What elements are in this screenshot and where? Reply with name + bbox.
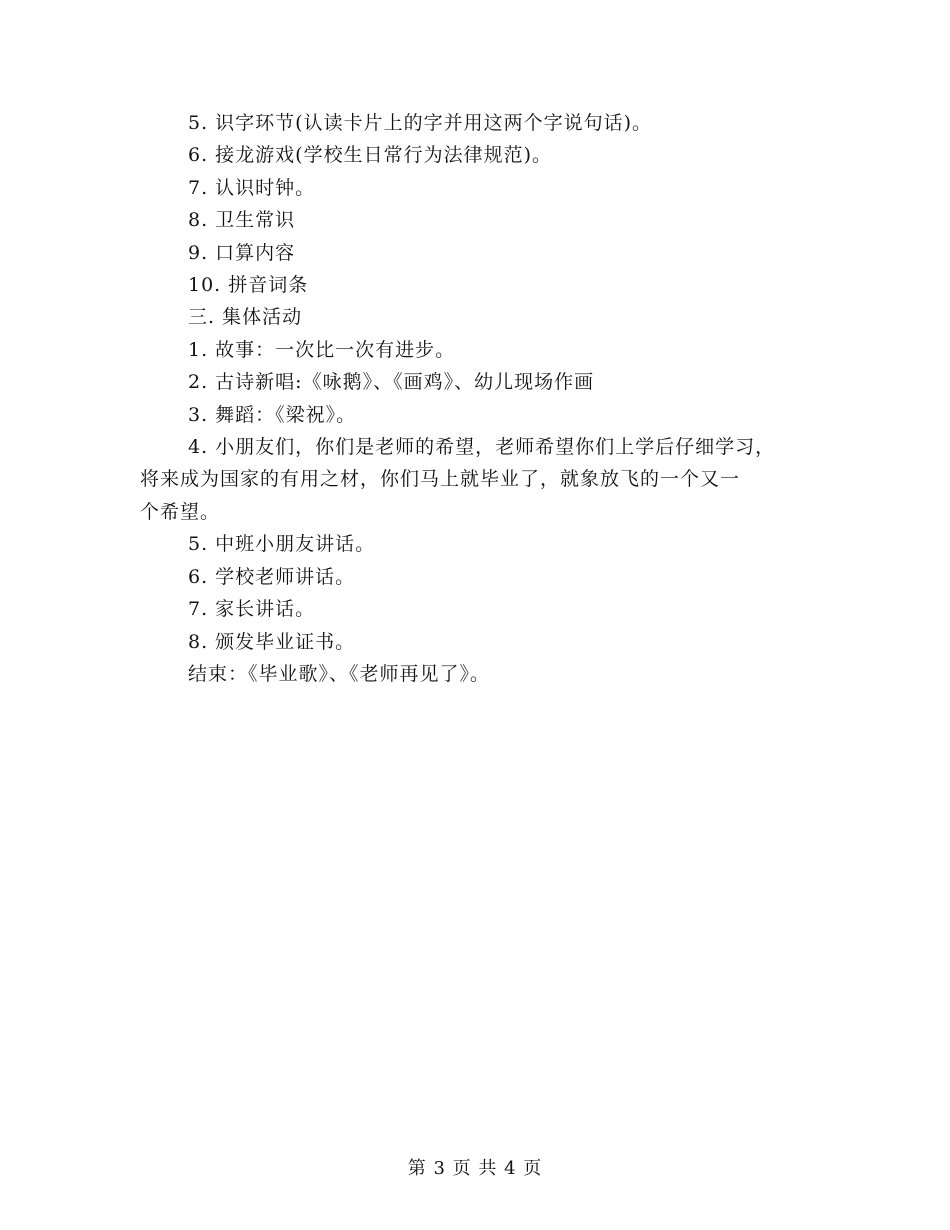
list-item: 8. 卫生常识 bbox=[188, 209, 296, 232]
document-body bbox=[140, 107, 830, 690]
list-item: 7. 家长讲话。 bbox=[188, 598, 316, 621]
paragraph bbox=[140, 431, 830, 528]
list-item: 3. 舞蹈：《梁祝》。 bbox=[188, 403, 357, 426]
list-item: 10. 拼音词条 bbox=[188, 274, 309, 297]
page-footer: 第 3 页 共 4 页 bbox=[407, 1158, 543, 1179]
closing-line: 结束：《毕业歌》、《老师再见了》。 bbox=[188, 662, 491, 685]
list-item: 8. 颁发毕业证书。 bbox=[188, 630, 356, 653]
list-item: 7. 认识时钟。 bbox=[188, 176, 316, 199]
list-item: 2. 古诗新唱:《咏鹅》、《画鸡》、幼儿现场作画 bbox=[188, 371, 595, 394]
list-item: 6. 学校老师讲话。 bbox=[188, 565, 356, 588]
list-item: 1. 故事：一次比一次有进步。 bbox=[188, 338, 456, 361]
list-item: 5. 识字环节(认读卡片上的字并用这两个字说句话)。 bbox=[188, 112, 652, 134]
list-item: 6. 接龙游戏(学校生日常行为法律规范)。 bbox=[188, 144, 552, 167]
list-item: 9. 口算内容 bbox=[188, 241, 296, 264]
paragraph-line: 将来成为国家的有用之材，你们马上就毕业了，就象放飞的一个又一 bbox=[140, 468, 741, 491]
paragraph-line: 4. 小朋友们，你们是老师的希望，老师希望你们上学后仔细学习， bbox=[188, 436, 776, 459]
section-heading: 三. 集体活动 bbox=[188, 306, 303, 329]
paragraph-line: 个希望。 bbox=[140, 500, 221, 523]
list-item: 5. 中班小朋友讲话。 bbox=[188, 533, 376, 556]
